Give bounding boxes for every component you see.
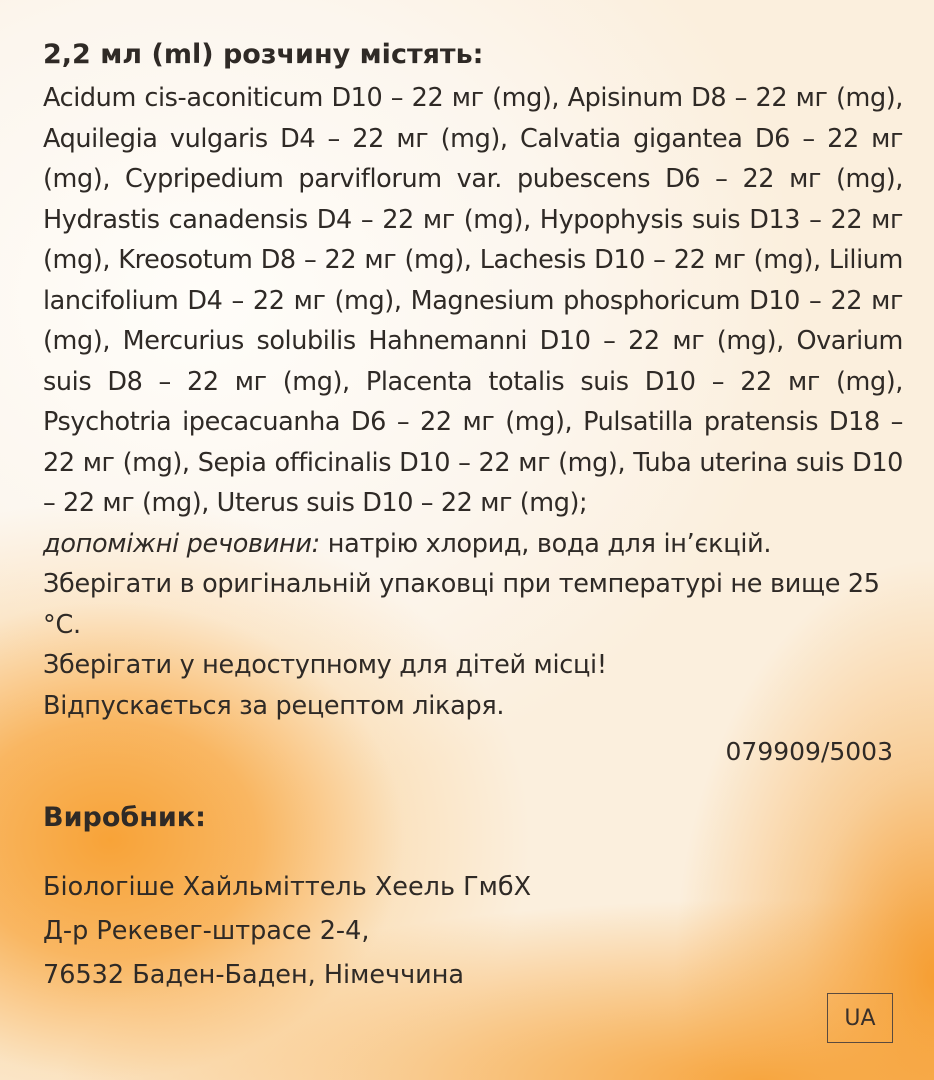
leaflet-text: [43, 36, 903, 997]
composition-heading: 2,2 мл (ml) розчину містять:: [43, 39, 484, 70]
excipients-text: натрію хлорид, вода для ін’єкцій.: [319, 528, 772, 559]
ingredients-list: Acidum cis-aconiticum D10 – 22 мг (mg), Apisinum D8 – 22 мг (mg), Aquilegia vulgaris D4 – 22 мг (mg), Calvatia gigantea D6 – 22 мг (mg), Cypripedium parviflorum var. pubescens D6 – 22 мг (mg), Hydrastis canadensis D4 – 22 мг (mg), Hypophysis suis D13 – 22 мг (mg), Kreosotum D8 – 22 мг (mg), Lachesis D10 – 22 мг (mg), Lilium lancifolium D4 – 22 мг (mg), Magnesium phosphoricum D10 – 22 мг (mg), Mercurius solubilis Hahnemanni D10 – 22 мг (mg), Ovarium suis D8 – 22 мг (mg), Placenta totalis suis D10 – 22 мг (mg), Psychotria ipecacuanha D6 – 22 мг (mg), Pulsatilla pratensis D18 – 22 мг (mg), Sepia officinalis D10 – 22 мг (mg), Tuba uterina suis D10 – 22 мг (mg), Uterus suis D10 – 22 мг (mg);: [43, 83, 903, 518]
excipients-line: [43, 524, 903, 565]
registration-number: 079909/5003: [725, 737, 893, 766]
prescription-note: Відпускається за рецептом лікаря.: [43, 690, 505, 721]
country-code-badge: UA: [827, 993, 893, 1043]
storage-temperature: Зберігати в оригінальній упаковці при температурі не вище 25 °C.: [43, 569, 880, 640]
storage-children: Зберігати у недоступному для дітей місці!: [43, 650, 607, 680]
manufacturer-title: Виробник:: [43, 802, 206, 833]
manufacturer-street: Д-р Рекевег-штрасе 2-4,: [43, 916, 370, 946]
manufacturer-name: Біологіше Хайльміттель Хеель ГмбХ: [43, 872, 532, 902]
manufacturer-city: 76532 Баден-Баден, Німеччина: [43, 960, 465, 990]
excipients-label: допоміжні речовини:: [43, 528, 320, 559]
